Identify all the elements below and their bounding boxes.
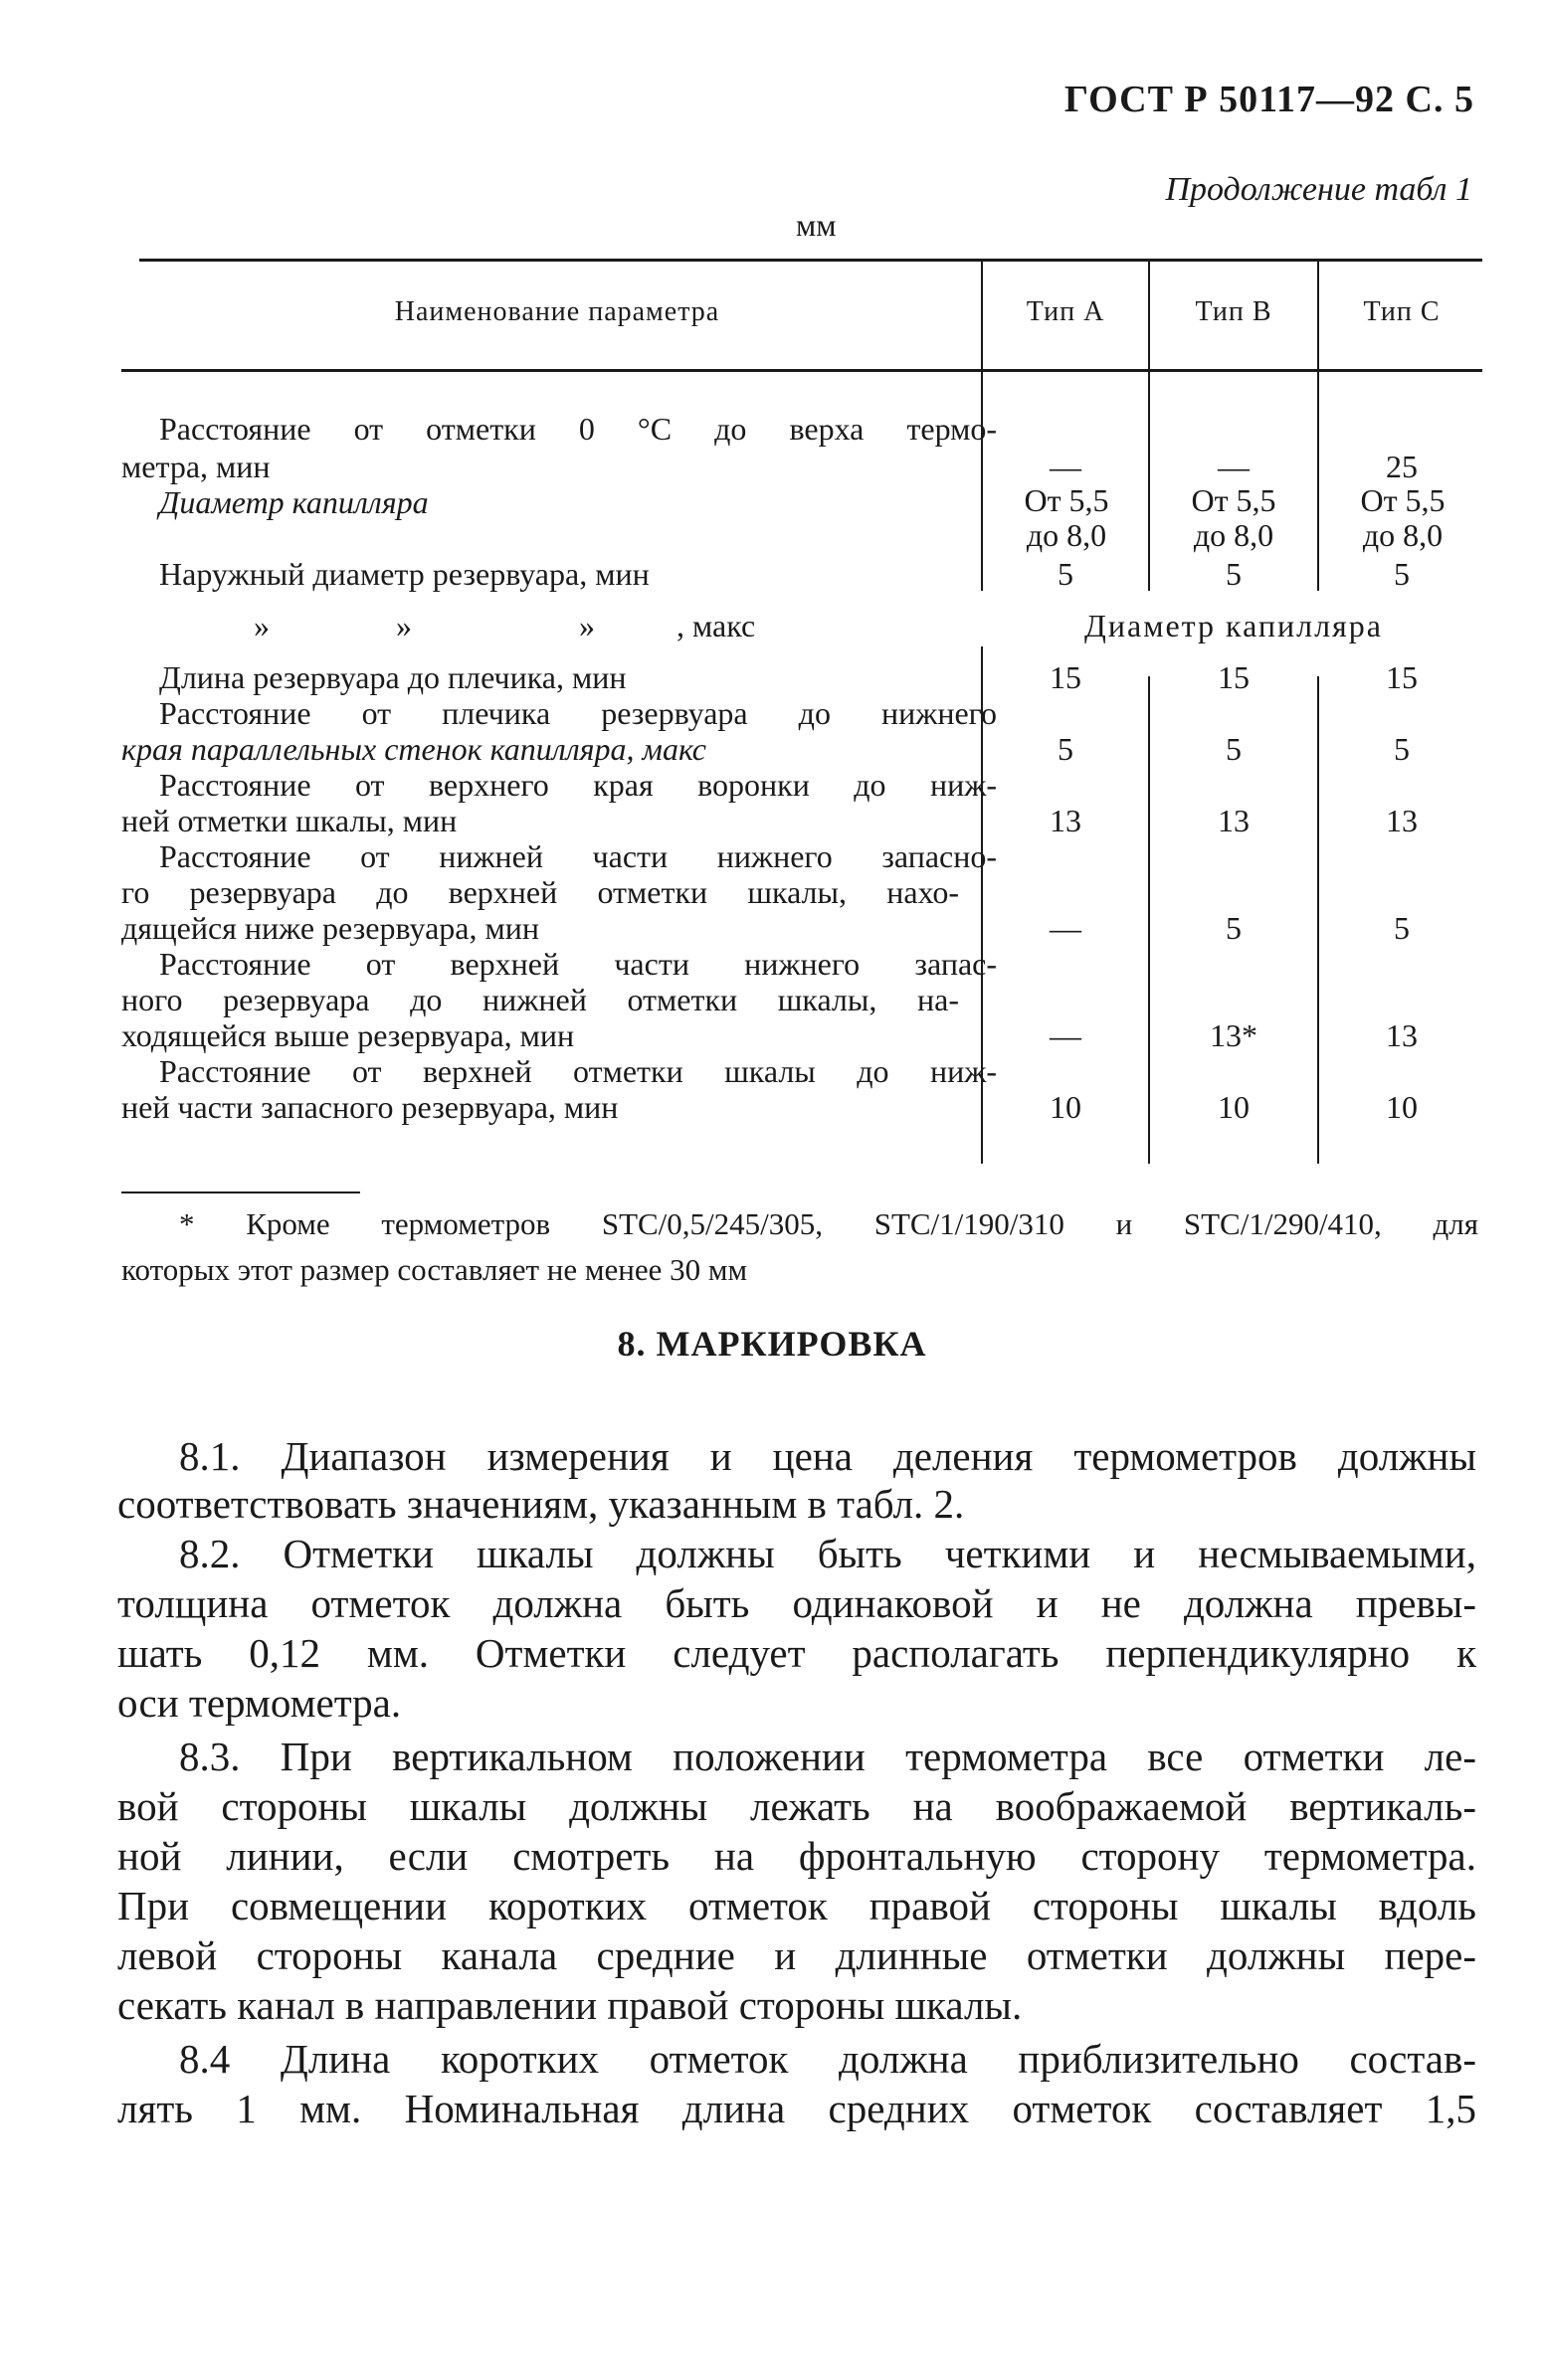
param-text: края параллельных стенок капилляра, макс [121, 731, 706, 767]
body-line: лять 1 мм. Номинальная длина средних отметок составляет 1,5 [117, 2086, 1476, 2131]
footnote-rule [121, 1191, 360, 1193]
body-line: 8.2. Отметки шкалы должны быть четкими и несмываемыми, [179, 1531, 1476, 1576]
value-type-b: 5 [1226, 910, 1242, 946]
value-type-b: 10 [1218, 1089, 1250, 1125]
value-type-c: 15 [1386, 659, 1418, 695]
value-type-b: 13* [1210, 1017, 1257, 1053]
param-text: Расстояние от верхней отметки шкалы до ниж- [159, 1053, 997, 1089]
value-type-b: 15 [1218, 659, 1250, 695]
param-text: Расстояние от плечика резервуара до нижнего [159, 695, 997, 731]
body-line: оси термометра. [117, 1680, 402, 1726]
table-continuation-label: Продолжение табл 1 [1165, 171, 1472, 208]
param-text: Наружный диаметр резервуара, мин [159, 556, 650, 592]
value-type-c: 13 [1386, 1017, 1418, 1053]
value-type-a: 5 [1058, 556, 1073, 592]
param-text: Расстояние от верхнего края воронки до ниж- [159, 767, 997, 803]
value-type-c: 5 [1394, 910, 1410, 946]
param-text: Расстояние от отметки 0 °С до верха термо- [159, 411, 997, 447]
value-type-c: 10 [1386, 1089, 1418, 1125]
param-text: ходящейся выше резервуара, мин [121, 1017, 575, 1053]
value-type-a: 15 [1050, 659, 1081, 695]
body-line: толщина отметок должна быть одинаковой и не должна превы- [117, 1580, 1476, 1626]
page-header: ГОСТ Р 50117—92 С. 5 [1063, 79, 1474, 120]
value-type-c: От 5,5 до 8,0 [1360, 482, 1446, 553]
body-line: вой стороны шкалы должны лежать на воображаемой вертикаль- [117, 1783, 1476, 1829]
body-line: 8.4 Длина коротких отметок должна приблизительно состав- [179, 2036, 1476, 2082]
value-type-b: 5 [1226, 556, 1242, 592]
value-type-a: — [1050, 449, 1081, 484]
ditto-mark: » [579, 608, 595, 643]
body-line: шать 0,12 мм. Отметки следует располагать перпендикулярно к [117, 1630, 1476, 1676]
param-text: , макс [676, 608, 756, 643]
value-type-b: 5 [1226, 731, 1242, 767]
param-text: Длина резервуара до плечика, мин [159, 659, 627, 695]
value-type-a: 10 [1050, 1089, 1081, 1125]
ditto-mark: » [396, 608, 412, 643]
value-type-a: 13 [1050, 803, 1081, 838]
column-header-type-b: Тип В [1195, 296, 1272, 327]
value-type-b: — [1218, 449, 1250, 484]
footnote-line: * Кроме термометров STC/0,5/245/305, STC/1/190/310 и STC/1/290/410, для [179, 1206, 1478, 1241]
param-text: го резервуара до верхней отметки шкалы, нахо- [121, 874, 959, 910]
param-text: Расстояние от верхней части нижнего запас- [159, 946, 997, 982]
param-text: Диаметр капилляра [159, 484, 429, 520]
column-header-type-c: Тип С [1363, 296, 1441, 327]
param-text: ней части запасного резервуара, мин [121, 1089, 619, 1125]
value-type-a: 5 [1058, 731, 1073, 767]
value-type-b: 13 [1218, 803, 1250, 838]
param-text: метра, мин [121, 449, 271, 484]
body-line: При совмещении коротких отметок правой стороны шкалы вдоль [117, 1883, 1476, 1928]
param-text: дящейся ниже резервуара, мин [121, 910, 539, 946]
section-title: 8. МАРКИРОВКА [617, 1324, 927, 1364]
body-line: 8.3. При вертикальном положении термометра все отметки ле- [179, 1734, 1476, 1779]
body-line: левой стороны канала средние и длинные отметки должны пере- [117, 1932, 1476, 1978]
table-header-rule [121, 369, 1482, 372]
value-type-c: 5 [1394, 731, 1410, 767]
value-type-b: От 5,5 до 8,0 [1191, 482, 1276, 553]
param-text: Расстояние от нижней части нижнего запасно- [159, 838, 997, 874]
table-top-rule [139, 259, 1482, 262]
body-line: ной линии, если смотреть на фронтальную сторону термометра. [117, 1833, 1476, 1879]
column-header-type-a: Тип А [1026, 296, 1105, 327]
footnote-line: которых этот размер составляет не менее 30 мм [121, 1252, 748, 1287]
value-type-a: — [1050, 1017, 1081, 1053]
value-type-c: 13 [1386, 803, 1418, 838]
value-type-a: — [1050, 910, 1081, 946]
column-header-parameter: Наименование параметра [394, 296, 720, 327]
body-line: соответствовать значениям, указанным в табл. 2. [117, 1481, 965, 1527]
body-line: 8.1. Диапазон измерения и цена деления термометров должны [179, 1433, 1476, 1479]
param-text: ней отметки шкалы, мин [121, 803, 458, 838]
body-line: секать канал в направлении правой стороны шкалы. [117, 1982, 1023, 2028]
ditto-mark: » [254, 608, 270, 643]
value-type-a: От 5,5 до 8,0 [1024, 482, 1109, 553]
merged-value: Диаметр капилляра [1084, 608, 1383, 643]
param-text: ного резервуара до нижней отметки шкалы, на- [121, 982, 959, 1017]
table-units: мм [796, 207, 837, 243]
value-type-c: 5 [1394, 556, 1410, 592]
value-type-c: 25 [1386, 449, 1418, 484]
